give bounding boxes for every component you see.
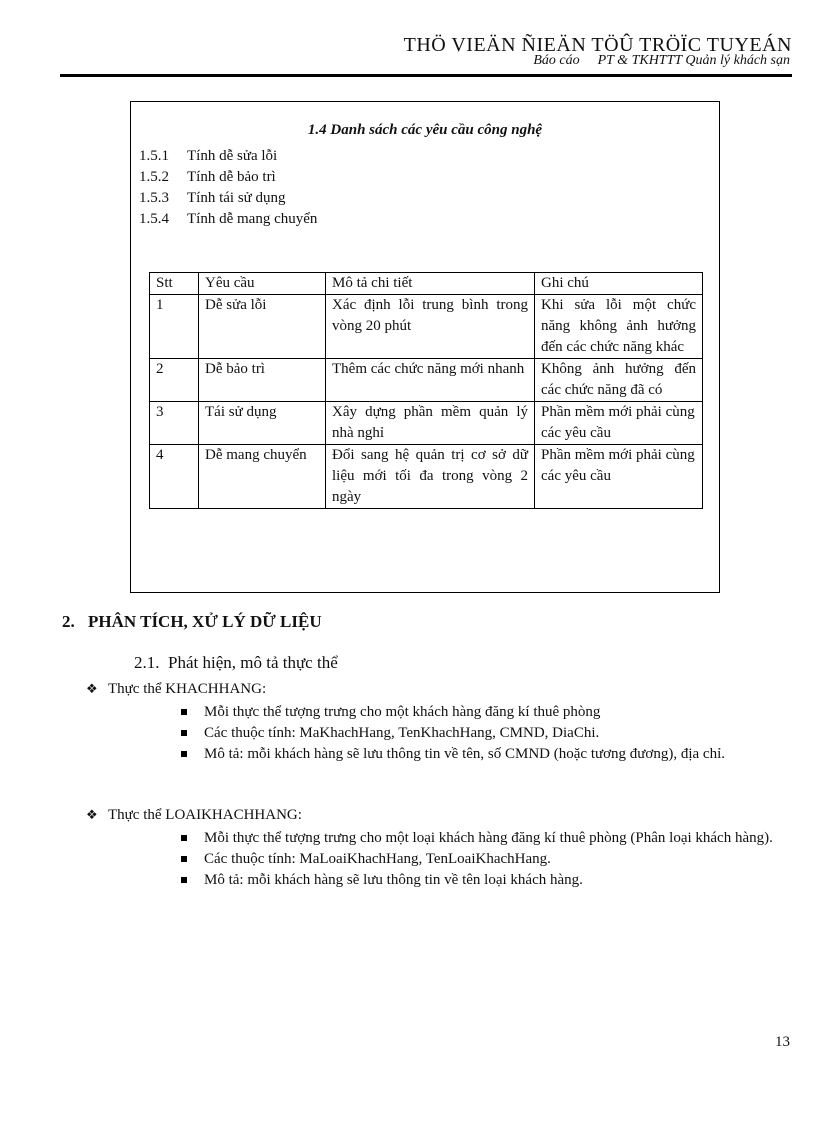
subsection-item: 1.5.3 Tính tái sử dụng <box>139 190 286 206</box>
subsection-list <box>139 146 317 230</box>
section-2-heading: 2. PHÂN TÍCH, XỬ LÝ DỮ LIỆU <box>62 612 322 631</box>
col-header-stt: Stt <box>150 273 199 295</box>
requirements-box <box>130 101 720 593</box>
diamond-bullet-icon: ❖ <box>86 681 98 696</box>
page-number: 13 <box>775 1034 790 1050</box>
subsection-item: 1.5.1 Tính dễ sửa lỗi <box>139 148 278 164</box>
table-row: 1 Dễ sửa lỗi Xác định lỗi trung bình trong vòng 20 phút Khi sửa lỗi một chức năng không ảnh hưởng đến các chức năng khác <box>150 295 703 359</box>
entity-khachhang-bullets <box>180 702 780 765</box>
entity-khachhang-title: ❖ Thực thể KHACHHANG: <box>86 681 267 697</box>
list-item: Các thuộc tính: MaLoaiKhachHang, TenLoaiKhachHang. <box>180 849 780 870</box>
col-header-requirement: Yêu cầu <box>199 273 326 295</box>
col-header-note: Ghi chú <box>535 273 703 295</box>
diamond-bullet-icon: ❖ <box>86 807 98 822</box>
entity-loaikhachhang-title: ❖ Thực thể LOAIKHACHHANG: <box>86 807 302 823</box>
square-bullet-icon <box>181 709 187 715</box>
square-bullet-icon <box>181 877 187 883</box>
header-subtitle <box>515 53 790 69</box>
entity-loaikhachhang-bullets <box>180 828 780 891</box>
table-row: 3 Tái sử dụng Xây dựng phần mềm quản lý nhà nghỉ Phần mềm mới phải cùng các yêu cầu <box>150 402 703 445</box>
square-bullet-icon <box>181 730 187 736</box>
table-row: 4 Dễ mang chuyển Đổi sang hệ quản trị cơ sở dữ liệu mới tối đa trong vòng 2 ngày Phần mềm mới phải cùng các yêu cầu <box>150 445 703 509</box>
square-bullet-icon <box>181 751 187 757</box>
subsection-item: 1.5.2 Tính dễ bảo trì <box>139 169 276 185</box>
header-title: THÖ VIEÄN ÑIEÄN TÖÛ TRÖÏC TUYEÁN <box>403 34 792 56</box>
table-header-row <box>150 273 703 295</box>
list-item: Mô tả: mỗi khách hàng sẽ lưu thông tin về tên, số CMND (hoặc tương đương), địa chỉ. <box>180 744 780 765</box>
table-row: 2 Dễ bảo trì Thêm các chức năng mới nhanh Không ảnh hưởng đến các chức năng đã có <box>150 359 703 402</box>
header-subtitle-right: PT & TKHTTT Quản lý khách sạn <box>597 53 790 68</box>
list-item: Mô tả: mỗi khách hàng sẽ lưu thông tin về tên loại khách hàng. <box>180 870 780 891</box>
section-2-1-heading: 2.1. Phát hiện, mô tả thực thể <box>134 653 338 672</box>
square-bullet-icon <box>181 835 187 841</box>
list-item: Các thuộc tính: MaKhachHang, TenKhachHang, CMND, DiaChi. <box>180 723 780 744</box>
requirements-table <box>149 272 703 509</box>
list-item: Mỗi thực thể tượng trưng cho một khách hàng đăng kí thuê phòng <box>180 702 780 723</box>
col-header-description: Mô tả chi tiết <box>326 273 535 295</box>
subsection-item: 1.5.4 Tính dễ mang chuyển <box>139 211 318 227</box>
list-item: Mỗi thực thể tượng trưng cho một loại khách hàng đăng kí thuê phòng (Phân loại khách hàng). <box>180 828 780 849</box>
header-rule <box>60 74 792 77</box>
header-subtitle-left: Báo cáo <box>533 53 580 68</box>
square-bullet-icon <box>181 856 187 862</box>
box-title: 1.4 Danh sách các yêu cầu công nghệ <box>307 122 543 138</box>
